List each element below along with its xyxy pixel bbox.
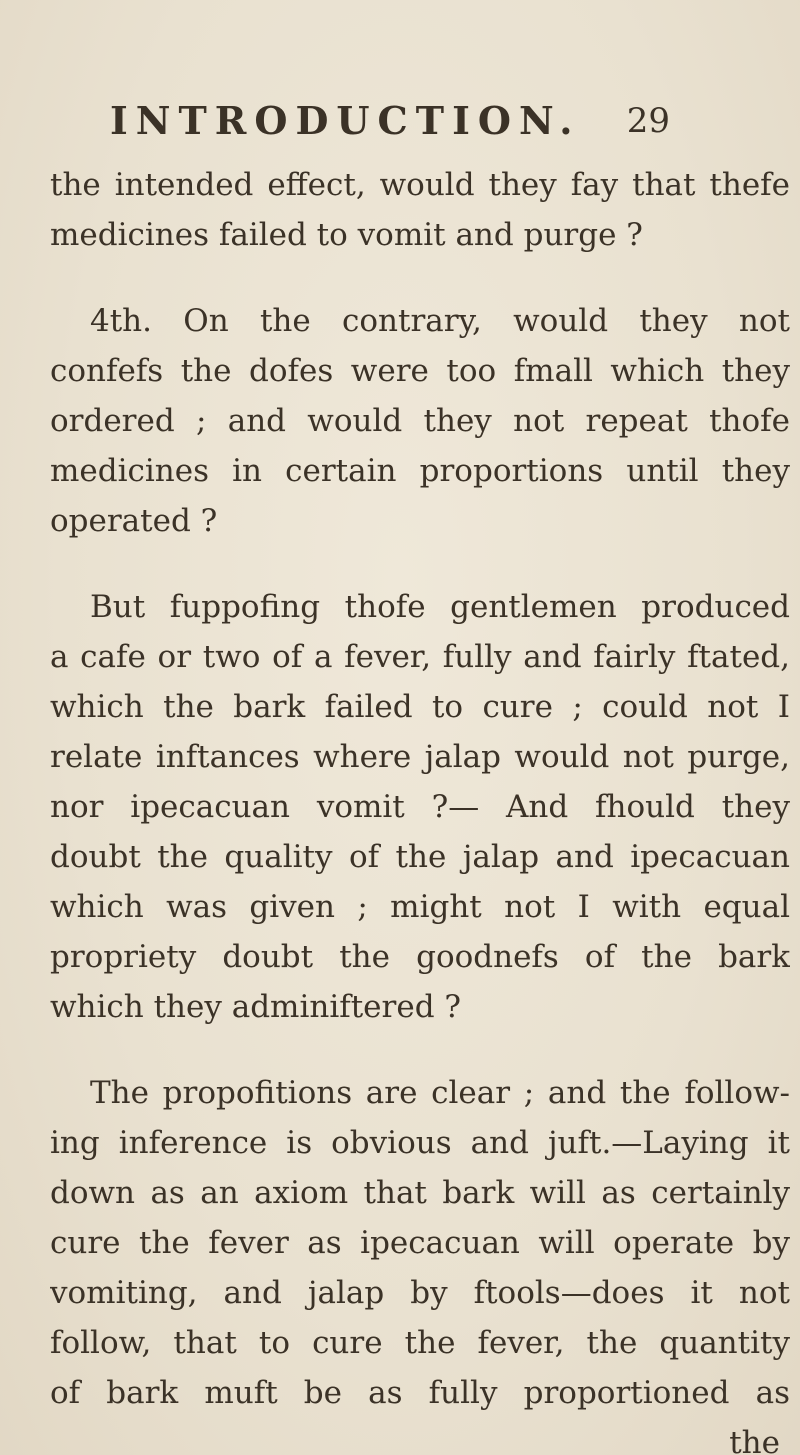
paragraph [50, 1068, 790, 1418]
text-line: But fuppofing thofe gentlemen produced [90, 589, 790, 625]
page-number: 29 [626, 101, 670, 141]
text-line: confefs the dofes were too fmall which they [50, 353, 790, 389]
text-line: down as an axiom that bark will as certainly [50, 1175, 790, 1211]
page-header [110, 96, 670, 146]
paragraph [50, 582, 790, 1032]
text-line: which the bark failed to cure ; could not I [50, 689, 790, 725]
catchword: the [729, 1425, 780, 1455]
text-line: propriety doubt the goodnefs of the bark [50, 939, 790, 975]
text-line: vomiting, and jalap by ftools—does it not [50, 1275, 790, 1311]
text-line: the intended effect, would they fay that thefe [50, 167, 790, 203]
paragraph [50, 296, 790, 546]
paragraph [50, 160, 790, 260]
text-line: relate inftances where jalap would not purge, [50, 739, 790, 775]
body-text [50, 160, 790, 1455]
text-line: medicines in certain proportions until they [50, 453, 790, 489]
text-line: nor ipecacuan vomit ?— And fhould they [50, 789, 790, 825]
text-line: a cafe or two of a fever, fully and fairly ftated, [50, 639, 790, 675]
text-line: The propofitions are clear ; and the follow- [90, 1075, 790, 1111]
text-line: ordered ; and would they not repeat thofe [50, 403, 790, 439]
text-line: follow, that to cure the fever, the quantity [50, 1325, 790, 1361]
text-line: operated ? [50, 503, 218, 539]
text-line: 4th. On the contrary, would they not [90, 303, 790, 339]
text-line: which they adminiftered ? [50, 989, 462, 1025]
text-line: medicines failed to vomit and purge ? [50, 217, 643, 253]
text-line: ing inference is obvious and juft.—Laying it [50, 1125, 790, 1161]
text-line: doubt the quality of the jalap and ipecacuan [50, 839, 790, 875]
text-line: of bark muft be as fully proportioned as [50, 1375, 790, 1411]
running-title: INTRODUCTION. [110, 98, 581, 143]
text-line: which was given ; might not I with equal [50, 889, 790, 925]
text-line: cure the fever as ipecacuan will operate by [50, 1225, 790, 1261]
